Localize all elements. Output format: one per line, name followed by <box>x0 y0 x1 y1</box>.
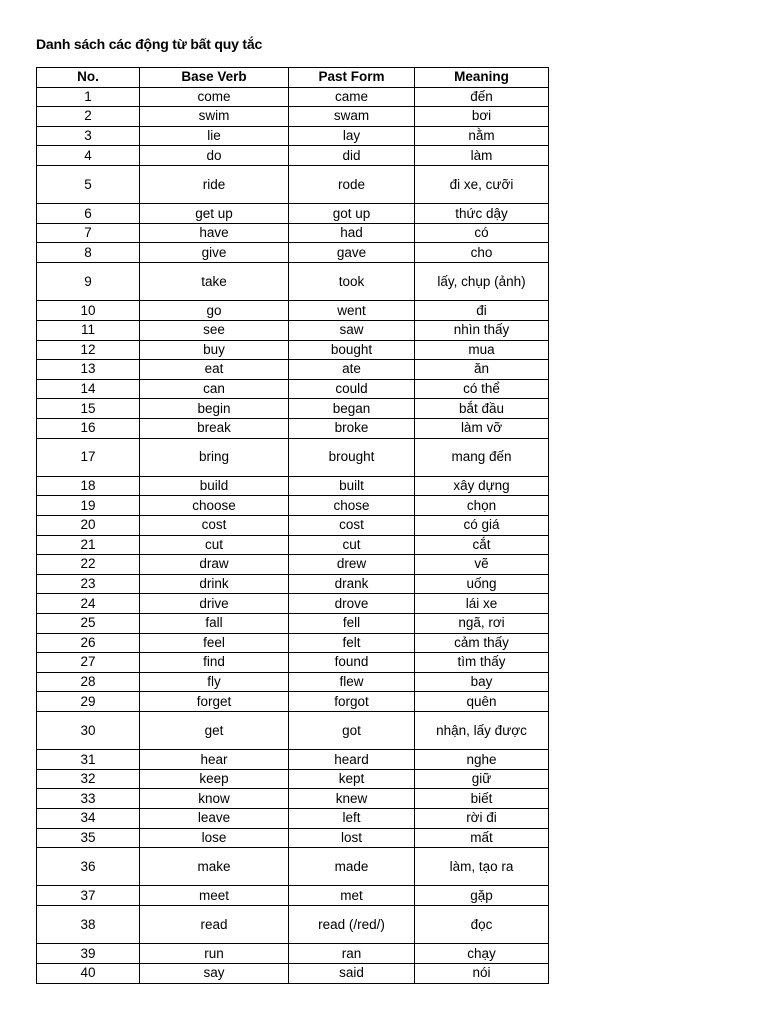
cell-meaning: mua <box>415 340 549 360</box>
cell-base-verb: lose <box>140 828 289 848</box>
cell-past-form: fell <box>289 613 415 633</box>
cell-no: 27 <box>37 653 140 673</box>
table-row <box>37 848 549 886</box>
cell-meaning: nhận, lấy được <box>415 711 549 749</box>
cell-no: 14 <box>37 379 140 399</box>
cell-no: 30 <box>37 711 140 749</box>
cell-no: 18 <box>37 476 140 496</box>
cell-base-verb: swim <box>140 107 289 127</box>
cell-past-form: cut <box>289 535 415 555</box>
cell-base-verb: read <box>140 906 289 944</box>
cell-no: 24 <box>37 594 140 614</box>
cell-no: 29 <box>37 692 140 712</box>
cell-no: 5 <box>37 165 140 203</box>
table-row <box>37 613 549 633</box>
cell-past-form: read (/red/) <box>289 906 415 944</box>
cell-no: 9 <box>37 263 140 301</box>
cell-base-verb: drive <box>140 594 289 614</box>
cell-no: 4 <box>37 146 140 166</box>
cell-base-verb: know <box>140 789 289 809</box>
cell-past-form: forgot <box>289 692 415 712</box>
cell-no: 17 <box>37 438 140 476</box>
cell-no: 26 <box>37 633 140 653</box>
cell-meaning: bắt đầu <box>415 399 549 419</box>
cell-meaning: thức dậy <box>415 204 549 224</box>
table-row <box>37 165 549 203</box>
cell-base-verb: feel <box>140 633 289 653</box>
cell-base-verb: keep <box>140 769 289 789</box>
cell-base-verb: ride <box>140 165 289 203</box>
header-base-verb: Base Verb <box>140 68 289 88</box>
table-row <box>37 653 549 673</box>
cell-past-form: got up <box>289 204 415 224</box>
cell-no: 40 <box>37 963 140 983</box>
cell-meaning: làm vỡ <box>415 418 549 438</box>
cell-base-verb: go <box>140 301 289 321</box>
cell-base-verb: cut <box>140 535 289 555</box>
cell-past-form: drew <box>289 555 415 575</box>
cell-meaning: mang đến <box>415 438 549 476</box>
cell-base-verb: buy <box>140 340 289 360</box>
cell-no: 20 <box>37 515 140 535</box>
cell-base-verb: begin <box>140 399 289 419</box>
cell-no: 13 <box>37 360 140 380</box>
table-row <box>37 107 549 127</box>
cell-base-verb: cost <box>140 515 289 535</box>
cell-no: 31 <box>37 750 140 770</box>
cell-base-verb: fly <box>140 672 289 692</box>
page-title: Danh sách các động từ bất quy tắc <box>36 36 263 52</box>
cell-base-verb: do <box>140 146 289 166</box>
cell-no: 34 <box>37 809 140 829</box>
table-row <box>37 515 549 535</box>
cell-meaning: lái xe <box>415 594 549 614</box>
cell-base-verb: build <box>140 476 289 496</box>
table-row <box>37 476 549 496</box>
table-row <box>37 243 549 263</box>
cell-base-verb: can <box>140 379 289 399</box>
table-row <box>37 301 549 321</box>
cell-no: 6 <box>37 204 140 224</box>
cell-base-verb: get <box>140 711 289 749</box>
table-row <box>37 223 549 243</box>
cell-base-verb: lie <box>140 126 289 146</box>
cell-meaning: đọc <box>415 906 549 944</box>
cell-base-verb: bring <box>140 438 289 476</box>
cell-no: 3 <box>37 126 140 146</box>
cell-past-form: drank <box>289 574 415 594</box>
cell-no: 21 <box>37 535 140 555</box>
cell-past-form: gave <box>289 243 415 263</box>
cell-no: 11 <box>37 320 140 340</box>
table-row <box>37 418 549 438</box>
table-row <box>37 146 549 166</box>
cell-past-form: chose <box>289 496 415 516</box>
cell-no: 15 <box>37 399 140 419</box>
cell-base-verb: meet <box>140 886 289 906</box>
cell-past-form: began <box>289 399 415 419</box>
cell-meaning: có giá <box>415 515 549 535</box>
cell-past-form: saw <box>289 320 415 340</box>
cell-base-verb: see <box>140 320 289 340</box>
cell-meaning: chạy <box>415 944 549 964</box>
table-row <box>37 263 549 301</box>
table-row <box>37 633 549 653</box>
cell-base-verb: eat <box>140 360 289 380</box>
cell-meaning: bơi <box>415 107 549 127</box>
cell-past-form: said <box>289 963 415 983</box>
cell-past-form: knew <box>289 789 415 809</box>
cell-meaning: có thể <box>415 379 549 399</box>
cell-base-verb: break <box>140 418 289 438</box>
table-row <box>37 906 549 944</box>
cell-no: 7 <box>37 223 140 243</box>
cell-base-verb: give <box>140 243 289 263</box>
table-row <box>37 944 549 964</box>
cell-base-verb: choose <box>140 496 289 516</box>
cell-past-form: could <box>289 379 415 399</box>
cell-past-form: took <box>289 263 415 301</box>
table-row <box>37 555 549 575</box>
cell-no: 2 <box>37 107 140 127</box>
table-row <box>37 963 549 983</box>
cell-base-verb: get up <box>140 204 289 224</box>
cell-past-form: heard <box>289 750 415 770</box>
cell-no: 1 <box>37 87 140 107</box>
table-row <box>37 672 549 692</box>
cell-no: 19 <box>37 496 140 516</box>
cell-meaning: nói <box>415 963 549 983</box>
cell-meaning: uống <box>415 574 549 594</box>
cell-base-verb: run <box>140 944 289 964</box>
table-row <box>37 711 549 749</box>
cell-no: 22 <box>37 555 140 575</box>
table-row <box>37 126 549 146</box>
cell-past-form: left <box>289 809 415 829</box>
cell-no: 10 <box>37 301 140 321</box>
cell-no: 33 <box>37 789 140 809</box>
header-meaning: Meaning <box>415 68 549 88</box>
cell-meaning: đến <box>415 87 549 107</box>
cell-past-form: lost <box>289 828 415 848</box>
cell-meaning: tìm thấy <box>415 653 549 673</box>
cell-past-form: felt <box>289 633 415 653</box>
cell-meaning: biết <box>415 789 549 809</box>
cell-past-form: found <box>289 653 415 673</box>
cell-base-verb: leave <box>140 809 289 829</box>
cell-base-verb: take <box>140 263 289 301</box>
cell-base-verb: have <box>140 223 289 243</box>
cell-no: 25 <box>37 613 140 633</box>
cell-meaning: gặp <box>415 886 549 906</box>
table-row <box>37 789 549 809</box>
table-row <box>37 692 549 712</box>
cell-past-form: ate <box>289 360 415 380</box>
cell-meaning: giữ <box>415 769 549 789</box>
table-row <box>37 750 549 770</box>
cell-base-verb: draw <box>140 555 289 575</box>
cell-past-form: did <box>289 146 415 166</box>
cell-past-form: broke <box>289 418 415 438</box>
table-row <box>37 438 549 476</box>
table-row <box>37 320 549 340</box>
cell-meaning: xây dựng <box>415 476 549 496</box>
cell-meaning: có <box>415 223 549 243</box>
irregular-verbs-table <box>36 67 549 984</box>
cell-meaning: làm, tạo ra <box>415 848 549 886</box>
cell-no: 36 <box>37 848 140 886</box>
cell-meaning: ngã, rơi <box>415 613 549 633</box>
table-row <box>37 886 549 906</box>
cell-meaning: nhìn thấy <box>415 320 549 340</box>
cell-past-form: went <box>289 301 415 321</box>
table-row <box>37 496 549 516</box>
cell-meaning: đi xe, cưỡi <box>415 165 549 203</box>
cell-no: 38 <box>37 906 140 944</box>
cell-meaning: cảm thấy <box>415 633 549 653</box>
table-row <box>37 399 549 419</box>
cell-no: 32 <box>37 769 140 789</box>
cell-base-verb: come <box>140 87 289 107</box>
cell-base-verb: fall <box>140 613 289 633</box>
cell-past-form: got <box>289 711 415 749</box>
cell-past-form: made <box>289 848 415 886</box>
cell-past-form: came <box>289 87 415 107</box>
table-row <box>37 594 549 614</box>
table-row <box>37 535 549 555</box>
cell-meaning: cho <box>415 243 549 263</box>
cell-past-form: ran <box>289 944 415 964</box>
cell-no: 37 <box>37 886 140 906</box>
cell-past-form: built <box>289 476 415 496</box>
header-past-form: Past Form <box>289 68 415 88</box>
cell-meaning: nằm <box>415 126 549 146</box>
cell-meaning: ăn <box>415 360 549 380</box>
cell-past-form: drove <box>289 594 415 614</box>
cell-no: 12 <box>37 340 140 360</box>
cell-base-verb: make <box>140 848 289 886</box>
table-row <box>37 87 549 107</box>
table-row <box>37 769 549 789</box>
cell-base-verb: say <box>140 963 289 983</box>
table-row <box>37 379 549 399</box>
cell-past-form: had <box>289 223 415 243</box>
cell-past-form: bought <box>289 340 415 360</box>
cell-meaning: làm <box>415 146 549 166</box>
cell-meaning: vẽ <box>415 555 549 575</box>
cell-meaning: quên <box>415 692 549 712</box>
cell-meaning: đi <box>415 301 549 321</box>
cell-past-form: lay <box>289 126 415 146</box>
cell-past-form: kept <box>289 769 415 789</box>
table-row <box>37 340 549 360</box>
header-no: No. <box>37 68 140 88</box>
cell-past-form: cost <box>289 515 415 535</box>
cell-past-form: flew <box>289 672 415 692</box>
cell-past-form: swam <box>289 107 415 127</box>
cell-no: 35 <box>37 828 140 848</box>
cell-past-form: rode <box>289 165 415 203</box>
table-row <box>37 809 549 829</box>
cell-no: 28 <box>37 672 140 692</box>
cell-no: 16 <box>37 418 140 438</box>
cell-meaning: rời đi <box>415 809 549 829</box>
table-row <box>37 204 549 224</box>
cell-meaning: chọn <box>415 496 549 516</box>
table-row <box>37 574 549 594</box>
table-row <box>37 360 549 380</box>
cell-base-verb: drink <box>140 574 289 594</box>
cell-past-form: brought <box>289 438 415 476</box>
cell-no: 8 <box>37 243 140 263</box>
cell-meaning: cắt <box>415 535 549 555</box>
cell-base-verb: hear <box>140 750 289 770</box>
cell-no: 39 <box>37 944 140 964</box>
cell-meaning: lấy, chụp (ảnh) <box>415 263 549 301</box>
cell-no: 23 <box>37 574 140 594</box>
cell-base-verb: forget <box>140 692 289 712</box>
cell-meaning: mất <box>415 828 549 848</box>
table-header-row <box>37 68 549 88</box>
cell-past-form: met <box>289 886 415 906</box>
cell-meaning: bay <box>415 672 549 692</box>
cell-meaning: nghe <box>415 750 549 770</box>
table-row <box>37 828 549 848</box>
cell-base-verb: find <box>140 653 289 673</box>
